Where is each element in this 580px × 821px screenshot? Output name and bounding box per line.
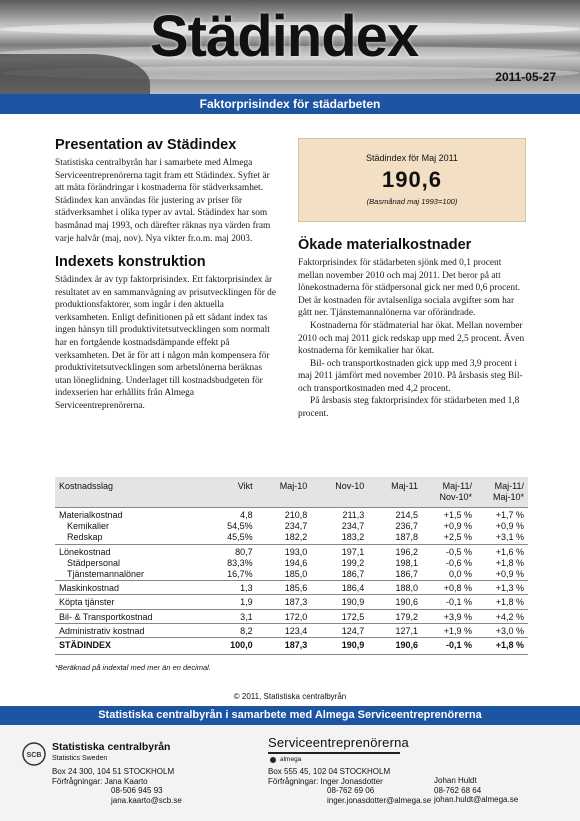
- address-line: Johan Huldt: [434, 776, 477, 785]
- table-cell: 187,8: [395, 532, 418, 543]
- footer: [0, 725, 580, 821]
- table-row: [55, 558, 528, 569]
- right-column: [298, 138, 526, 421]
- index-box-note: (Basmånad maj 1993=100): [366, 197, 458, 206]
- table-cell: +1,8 %: [476, 595, 528, 609]
- table-cell: 80,7: [205, 544, 257, 558]
- page-title: Städindex: [150, 4, 419, 69]
- table-row: [55, 521, 528, 532]
- almega-dot-icon: [270, 757, 276, 763]
- column-header: Kostnadsslag: [55, 477, 205, 508]
- left-column: [55, 138, 277, 413]
- table-cell: 188,0: [368, 581, 422, 595]
- huldt-contact: [434, 776, 518, 805]
- header-banner: [0, 0, 580, 94]
- table-cell: 210,8: [257, 508, 312, 522]
- table-cell: 234,7: [341, 521, 365, 532]
- serviceentreprenorerna-logo: Serviceentreprenörerna: [268, 735, 409, 750]
- row-label: Tjänstemannalöner: [67, 569, 145, 580]
- table-cell: +0,9 %: [495, 521, 524, 532]
- table-cell: 214,5: [368, 508, 422, 522]
- table-cell: +3,1 %: [495, 532, 524, 543]
- table-cell: 179,2: [368, 609, 422, 623]
- table-cell: +3,9 %: [422, 609, 476, 623]
- copyright: © 2011, Statistiska centralbyrån: [233, 692, 347, 701]
- table-cell: 123,4: [257, 623, 312, 637]
- table-cell: 187,3: [257, 595, 312, 609]
- address-line: 08-506 945 93: [111, 786, 163, 796]
- row-label: Köpta tjänster: [55, 595, 205, 609]
- table-cell: 186,7: [395, 569, 418, 580]
- row-label: Materialkostnad: [55, 508, 205, 522]
- column-header: Maj-10: [257, 477, 312, 508]
- table-cell: 185,6: [257, 581, 312, 595]
- table-cell: 185,0: [284, 569, 308, 580]
- email-link[interactable]: jana.kaarto@scb.se: [111, 795, 182, 805]
- publication-date: 2011-05-27: [495, 70, 556, 84]
- material-paragraph: Kostnaderna för städmaterial har ökat. Mellan november 2010 och maj 2011 gick redskap upp med 2,5 procent. Även kostnaderna för kemikalier har ökat.: [298, 320, 525, 357]
- table-cell: 186,4: [311, 581, 368, 595]
- table-cell: 1,9: [205, 595, 257, 609]
- material-paragraph: Faktorprisindex för städarbeten sjönk med 0,1 procent mellan november 2010 och maj 2011. Det beror på att lönekostnaderna för städpersonal gick ner med 0,6 procent. Det är kostnaden för avtalsenliga sociala avgifter som har gått ner. Tjänstemannalönerna var oförändrade.: [298, 257, 521, 319]
- row-label: Administrativ kostnad: [55, 623, 205, 637]
- column-header: Maj-11/ Maj-10*: [476, 477, 528, 508]
- table-cell: +3,0 %: [476, 623, 528, 637]
- scb-name: Statistiska centralbyrån: [52, 741, 171, 753]
- scb-logo-text: SCB: [26, 752, 42, 759]
- table-cell: 16,7%: [227, 569, 253, 580]
- cost-table: [55, 477, 528, 655]
- table-cell: 190,6: [368, 638, 422, 655]
- presentation-text: Statistiska centralbyrån har i samarbete med Almega Serviceentreprenörerna tagit fram ett Städindex. Syftet är att mäta förändringar i kostnaderna för städverksamhet. Städindex kan användas för justering av priser för städverksamhet i olika typer av avtal. Städindex har som basmånad maj 1993, och därefter räknas nya värden fram varje halvår (maj, nov). Nya vikter fr.o.m. maj 2003.: [55, 157, 271, 244]
- column-header: Maj-11/ Nov-10*: [422, 477, 476, 508]
- table-cell: 100,0: [205, 638, 257, 655]
- column-header: Maj-11: [368, 477, 422, 508]
- row-label: Städpersonal: [67, 557, 121, 568]
- table-cell: 172,5: [311, 609, 368, 623]
- index-box-value: 190,6: [381, 167, 443, 192]
- scb-subtitle: Statistics Sweden: [52, 755, 108, 762]
- table-cell: -0,5 %: [422, 544, 476, 558]
- table-row: [55, 623, 528, 637]
- scb-logo-icon: [22, 734, 46, 774]
- row-label: Bil- & Transportkostnad: [55, 609, 205, 623]
- row-label: Redskap: [67, 532, 103, 543]
- index-box: [298, 138, 526, 222]
- banner-rock: [0, 54, 150, 94]
- table-cell: 8,2: [205, 623, 257, 637]
- logo-underline: [268, 752, 400, 754]
- scb-address: [52, 767, 182, 805]
- table-cell: 54,5%: [227, 521, 253, 532]
- table-cell: +2,5 %: [443, 532, 472, 543]
- table-cell: 83,3%: [227, 557, 253, 568]
- table-cell: 190,6: [368, 595, 422, 609]
- table-cell: 0,0 %: [448, 569, 472, 580]
- table-row: [55, 581, 528, 595]
- table-cell: 198,1: [395, 557, 418, 568]
- table-cell: 4,8: [205, 508, 257, 522]
- table-cell: 124,7: [311, 623, 368, 637]
- almega-label: almega: [280, 756, 302, 763]
- table-cell: 193,0: [257, 544, 312, 558]
- table-cell: 211,3: [311, 508, 368, 522]
- construction-text: Städindex är av typ faktorprisindex. Ett faktorprisindex är resultatet av en sammanvägning av prisutvecklingen för de produktionsfaktorer, som ingår i den aktuella verksamheten. Enligt definitionen på ett sådant index tas ingen hänsyn till produktivitetsutvecklingen som normalt har en fortgående kostnadsdämpande effekt på verksamheten. Det är för att i någon mån kompensera för produktivitetsutvecklingen som arbetslönerna beräknas utan löneglidning. Underlaget till kostnadsbudgeten för indexserien har erhållits från Almega Serviceentreprenörerna.: [55, 275, 277, 411]
- table-cell: +0,9 %: [495, 569, 524, 580]
- table-cell: 182,2: [284, 532, 308, 543]
- table-cell: 197,1: [311, 544, 368, 558]
- table-cell: 194,6: [284, 557, 308, 568]
- table-row: [55, 609, 528, 623]
- table-cell: -0,6 %: [445, 557, 472, 568]
- address-line: 08-762 69 06: [327, 786, 375, 796]
- table-cell: 3,1: [205, 609, 257, 623]
- table-row: [55, 638, 528, 655]
- email-link[interactable]: johan.huldt@almega.se: [434, 795, 519, 805]
- table-cell: +4,2 %: [476, 609, 528, 623]
- material-paragraph: På årsbasis steg faktorprisindex för städarbeten med 1,8 procent.: [298, 396, 520, 420]
- table-cell: +1,3 %: [476, 581, 528, 595]
- table-cell: 234,7: [284, 521, 308, 532]
- row-label: Maskinkostnad: [55, 581, 205, 595]
- construction-heading: Indexets konstruktion: [55, 254, 206, 271]
- email-link[interactable]: inger.jonasdotter@almega.se: [327, 795, 432, 805]
- table-cell: +1,9 %: [422, 623, 476, 637]
- table-cell: 172,0: [257, 609, 312, 623]
- address-line: Förfrågningar: Inger Jonasdotter: [268, 776, 383, 786]
- table-cell: 190,9: [311, 638, 368, 655]
- table-cell: +0,9 %: [443, 521, 472, 532]
- table-cell: 1,3: [205, 581, 257, 595]
- table-header-row: [55, 477, 528, 508]
- table-cell: 196,2: [368, 544, 422, 558]
- column-header: Vikt: [205, 477, 257, 508]
- presentation-heading: Presentation av Städindex: [55, 137, 237, 153]
- table-cell: +1,7 %: [476, 508, 528, 522]
- index-box-label: Städindex för Maj 2011: [366, 153, 458, 163]
- table-cell: +1,8 %: [476, 638, 528, 655]
- table-cell: 199,2: [341, 557, 365, 568]
- table-cell: 186,7: [341, 569, 365, 580]
- table-cell: +1,6 %: [476, 544, 528, 558]
- table-row: [55, 508, 528, 522]
- address-line: Box 555 45, 102 04 STOCKHOLM: [268, 767, 391, 776]
- table-cell: +1,5 %: [422, 508, 476, 522]
- table-cell: 190,9: [311, 595, 368, 609]
- table-footnote: *Beräknad på indextal med mer än en decimal.: [55, 663, 211, 673]
- cost-table-wrapper: [55, 477, 528, 672]
- material-heading: Ökade materialkostnader: [298, 237, 472, 253]
- table-cell: +1,8 %: [495, 557, 524, 568]
- row-label: STÄDINDEX: [55, 638, 205, 655]
- row-label: Lönekostnad: [55, 544, 205, 558]
- table-row: [55, 532, 528, 544]
- table-row: [55, 569, 528, 581]
- table-row: [55, 595, 528, 609]
- table-cell: 187,3: [257, 638, 312, 655]
- column-header: Nov-10: [311, 477, 368, 508]
- serv-address: [268, 767, 431, 805]
- row-label: Kemikalier: [67, 521, 110, 532]
- table-cell: 45,5%: [227, 532, 253, 543]
- table-cell: 183,2: [341, 532, 365, 543]
- table-cell: +0,8 %: [422, 581, 476, 595]
- address-line: 08-762 68 64: [434, 785, 482, 795]
- table-row: [55, 544, 528, 558]
- table-cell: -0,1 %: [422, 595, 476, 609]
- table-cell: -0,1 %: [422, 638, 476, 655]
- material-paragraph: Bil- och transportkostnaden gick upp med 3,9 procent i maj 2011 jämfört med november 2010. På årsbasis steg Bil- och transportkostnaden med 4,2 procent.: [298, 358, 523, 394]
- subtitle-bar: Faktorprisindex för städarbeten: [0, 94, 580, 114]
- bottom-bar: Statistiska centralbyrån i samarbete med Almega Serviceentreprenörerna: [0, 706, 580, 725]
- table-cell: 236,7: [395, 521, 418, 532]
- address-line: Box 24 300, 104 51 STOCKHOLM: [52, 767, 175, 776]
- table-cell: 127,1: [368, 623, 422, 637]
- address-line: Förfrågningar: Jana Kaarto: [52, 776, 148, 786]
